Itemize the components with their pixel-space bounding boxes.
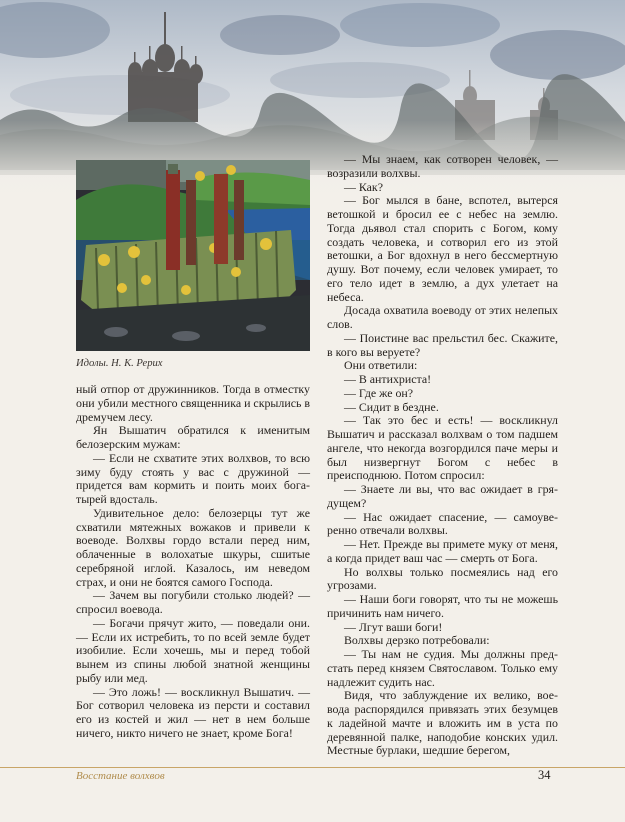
paragraph: — Ты нам не судия. Мы должны предстать перед князем Святославом. Только ему надлежит судить нас. xyxy=(327,647,558,689)
paragraph: — Как? xyxy=(344,179,383,194)
paragraph: — В антихриста! xyxy=(344,372,432,386)
paragraph: Волхвы дерзко потребовали: xyxy=(344,633,490,648)
paragraph: — Это ложь! — воскликнул Вышатич. — Бог сотворил человека из персти и составил его из костей и жил — нет в нем больше ничего, никто ничего не знает, кроме Бога! xyxy=(76,684,310,740)
paragraph: — Нет. Прежде вы примете муку от меня, а когда придет ваш час — смерть от Бога. xyxy=(327,537,558,565)
idols-painting xyxy=(76,160,310,351)
paragraph: Удивительное дело: белозерцы тут же схватили мятежных вожаков и привели к воеводе. Волхвы гордо встали перед ним, облаченные в волохатые шкуры, сшитые серебряной иглой. Казалось, им неведом страх, и они не боятся самого Господа. xyxy=(76,505,310,589)
paragraph: — Наши боги говорят, что ты не можешь причинить нам ничего. xyxy=(327,592,558,620)
left-column xyxy=(76,383,310,741)
figure-caption: Идолы. Н. К. Рерих xyxy=(76,358,163,369)
paragraph: — Нас ожидает спасение, — самоуверенно отвечали волхвы. xyxy=(327,509,558,538)
paragraph: — Бог мылся в бане, вспотел, вытерся ветошкой и бросил ее с небес на землю. Тогда дьявол стал спорить с Богом, кому создать человека, и сотворил его из этой ветошки, а Бог вдохнул в него бессмертную душу. Вот почему, если человек умирает, то его тело идет в землю, а дух улетает на небеса. xyxy=(327,193,558,304)
paragraph: Но волхвы только посмеялись над его угрозами. xyxy=(327,564,558,593)
paragraph: Досада охватила воеводу от этих нелепых слов. xyxy=(327,303,558,331)
paragraph: — Если не схватите этих волхвов, то всю зиму буду стоять у вас с дружиной — придется вам кормить и поить моих богатырей вдосталь. xyxy=(76,450,310,506)
page-number: 34 xyxy=(538,768,551,782)
paragraph: Видя, что заблуждение их велико, воевода распорядился привязать этих безумцев к ладейной мачте и вложить им в уста по деревянной палке, наподобие конских удил. Местные бурлаки, шедшие берегом, xyxy=(327,688,558,758)
paragraph: — Лгут ваши боги! xyxy=(344,619,443,634)
paragraph: Они ответили: xyxy=(344,358,418,373)
paragraph: — Знаете ли вы, что вас ожидает в грядущем? xyxy=(327,482,558,510)
paragraph: — Богачи прячут жито, — поведали они. — Если их истребить, то по всей земле будет изобилие. Если хочешь, мы и перед тобой вынем из спины любой знатной женщины рыбу или мед. xyxy=(76,615,310,685)
paragraph: — Мы знаем, как сотворен человек, — возразили волхвы. xyxy=(327,152,558,180)
footer-divider xyxy=(0,767,625,768)
right-column xyxy=(327,153,558,758)
paragraph: ный отпор от дружинников. Тогда в отместку они убили местного священника и скрылись в дремучем лесу. xyxy=(76,382,310,424)
paragraph: — Так это бес и есть! — воскликнул Вышатич и рассказал волхвам о том падшем ангеле, что некогда возгордился паче меры и был низвергнут Богом с небес в преисподнюю. Потом спросил: xyxy=(327,413,558,483)
paragraph: — Сидит в бездне. xyxy=(344,399,439,414)
paragraph: — Зачем вы погубили столько людей? — спросил воевода. xyxy=(76,588,310,616)
running-footer-title: Восстание волхвов xyxy=(76,770,165,782)
paragraph: Ян Вышатич обратился к именитым белозерским мужам: xyxy=(76,423,310,451)
paragraph: — Где же он? xyxy=(344,385,414,400)
illustration-idols xyxy=(76,160,310,351)
paragraph: — Поистине вас прельстил бес. Скажите, в кого вы веруете? xyxy=(327,330,558,359)
